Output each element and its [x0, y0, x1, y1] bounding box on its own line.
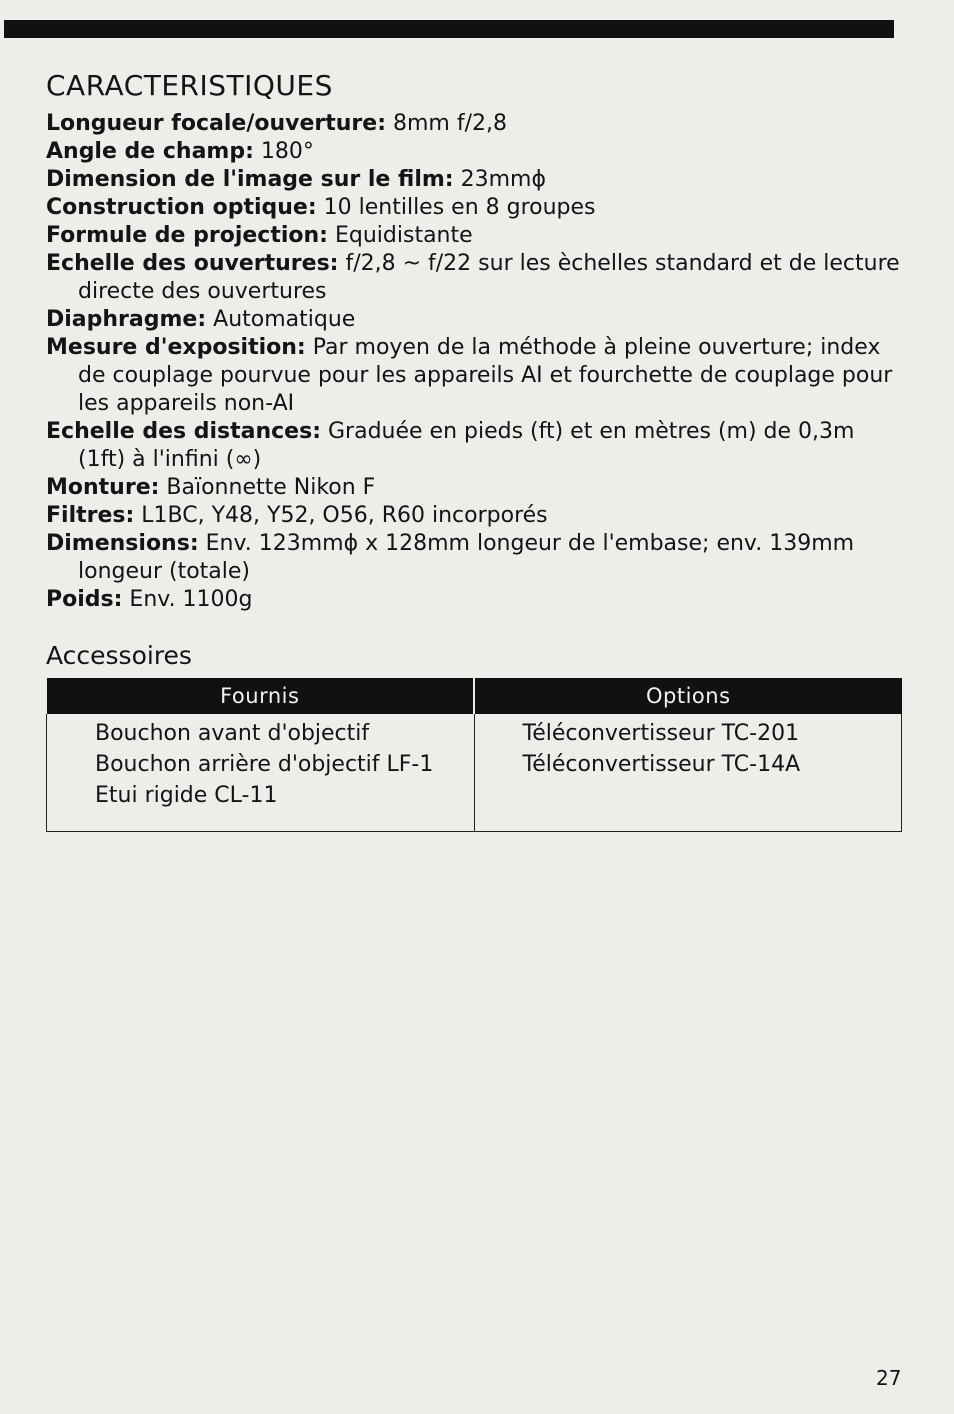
list-item: Bouchon arrière d'objectif LF-1 [95, 752, 434, 777]
spec-item [46, 474, 902, 502]
spec-value: L1BC, Y48, Y52, O56, R60 incorporés [134, 503, 548, 528]
list-item: Bouchon avant d'objectif [95, 721, 370, 746]
spec-item [46, 306, 902, 334]
spec-label: Poids: [46, 587, 123, 612]
spec-label: Filtres: [46, 503, 135, 528]
list-item: Etui rigide CL-11 [95, 783, 278, 808]
spec-item [46, 586, 902, 614]
spec-label: Angle de champ: [46, 139, 254, 164]
spec-item [46, 166, 902, 194]
spec-item [46, 194, 902, 222]
spec-label: Diaphragme: [46, 307, 207, 332]
spec-value: Env. 123mmϕ x 128mm longeur de l'embase; env. 139mm longeur (totale) [78, 531, 855, 584]
accessories-table [46, 678, 902, 832]
page-number: 27 [876, 1366, 902, 1390]
header-options: Options [474, 678, 902, 714]
spec-item [46, 502, 902, 530]
spec-value: 8mm f/2,8 [386, 111, 508, 136]
spec-list [46, 110, 902, 614]
spec-label: Monture: [46, 475, 160, 500]
header-fournis: Fournis [47, 678, 475, 714]
spec-item [46, 138, 902, 166]
spec-value: Par moyen de la méthode à pleine ouverture; index de couplage pourvue pour les appareils AI et fourchette de couplage pour les appareils non-AI [78, 335, 893, 416]
table-row [47, 714, 902, 832]
spec-value: Automatique [206, 307, 356, 332]
spec-item [46, 250, 902, 306]
specifications-section [46, 68, 902, 832]
spec-item [46, 418, 902, 474]
spec-value: 10 lentilles en 8 groupes [316, 195, 596, 220]
fournis-list [47, 718, 474, 811]
spec-label: Formule de projection: [46, 223, 328, 248]
top-black-bar [4, 20, 894, 38]
spec-value: 180° [253, 139, 314, 164]
spec-label: Echelle des ouvertures: [46, 251, 339, 276]
spec-value: Env. 1100g [122, 587, 253, 612]
spec-label: Construction optique: [46, 195, 317, 220]
spec-value: f/2,8 ~ f/22 sur les èchelles standard et de lecture directe des ouvertures [78, 251, 900, 304]
options-list [475, 718, 902, 780]
spec-label: Longueur focale/ouverture: [46, 111, 387, 136]
spec-value: Equidistante [327, 223, 473, 248]
spec-item [46, 334, 902, 418]
table-header-row [47, 678, 902, 714]
spec-value: Baïonnette Nikon F [159, 475, 376, 500]
accessories-heading: Accessoires [46, 641, 192, 670]
options-cell [474, 714, 902, 832]
list-item: Téléconvertisseur TC-14A [522, 752, 801, 777]
spec-item [46, 222, 902, 250]
spec-label: Dimension de l'image sur le film: [46, 167, 454, 192]
spec-label: Echelle des distances: [46, 419, 321, 444]
list-item: Téléconvertisseur TC-201 [522, 721, 800, 746]
spec-item [46, 110, 902, 138]
page-heading: CARACTERISTIQUES [46, 69, 333, 102]
spec-label: Mesure d'exposition: [46, 335, 306, 360]
spec-value: Graduée en pieds (ft) et en mètres (m) de 0,3m (1ft) à l'infini (∞) [78, 419, 855, 472]
spec-item [46, 530, 902, 586]
spec-value: 23mmϕ [453, 167, 546, 192]
spec-label: Dimensions: [46, 531, 199, 556]
fournis-cell [47, 714, 475, 832]
